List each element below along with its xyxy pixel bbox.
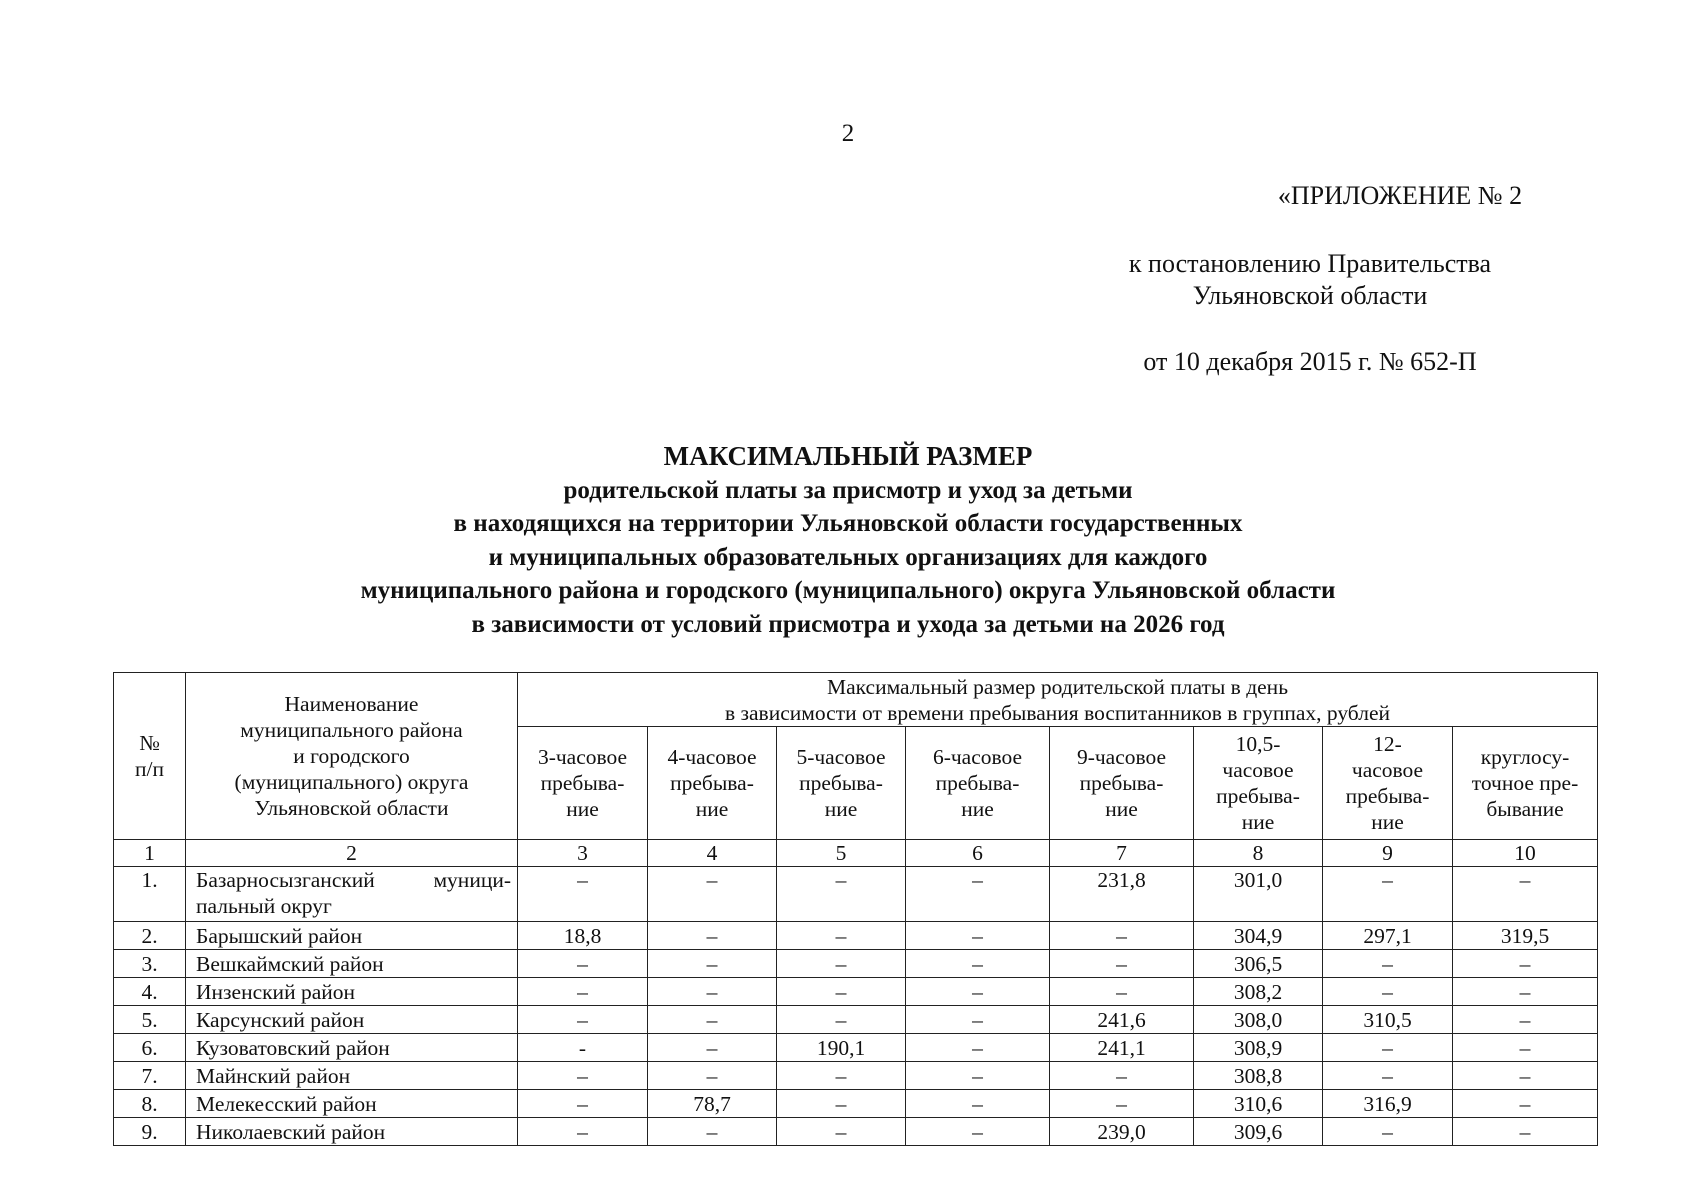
row-value: – [1050,922,1194,950]
document-title-line: и муниципальных образовательных организациях для каждого [488,543,1208,571]
header-col-line: 3-часовое [537,745,628,769]
header-col-line: часовое [1351,758,1424,782]
row-value: 306,5 [1194,950,1323,978]
row-name: Мелекесский район [186,1090,518,1118]
row-value: – [518,1118,648,1146]
row-value: – [1453,950,1598,978]
row-name [186,867,518,922]
column-number: 1 [114,840,186,867]
row-value: – [777,978,906,1006]
row-value: – [518,867,648,922]
row-number: 7. [114,1062,186,1090]
row-value: – [648,1006,777,1034]
row-value: – [518,950,648,978]
row-value: – [1323,950,1453,978]
row-name: Николаевский район [186,1118,518,1146]
table-row [114,1118,1598,1146]
row-value: – [777,922,906,950]
row-value: – [906,1034,1050,1062]
row-number: 1. [114,867,186,922]
header-col-line: 5-часовое [796,745,886,769]
row-value: – [906,978,1050,1006]
header-name-line: (муниципального) округа [234,770,469,794]
row-name: Кузоватовский район [186,1034,518,1062]
header-col-line: 4-часовое [667,745,757,769]
row-name-line: Базарносызганский муници- [196,868,511,892]
table-row [114,1006,1598,1034]
row-number: 9. [114,1118,186,1146]
row-value: 301,0 [1194,867,1323,922]
row-value: – [648,1034,777,1062]
row-value: – [1453,1006,1598,1034]
appendix-reference-line: Ульяновской области [1192,281,1428,310]
header-col-line: пребыва- [1079,771,1164,795]
row-value: 239,0 [1050,1118,1194,1146]
header-col-line: бывание [1486,797,1564,821]
column-number: 10 [1453,840,1598,867]
row-value: – [1453,1118,1598,1146]
row-value: – [1050,1090,1194,1118]
header-col-6h [906,727,1050,840]
header-num [114,673,186,840]
row-value: 319,5 [1453,922,1598,950]
column-number: 6 [906,840,1050,867]
document-title-line: в находящихся на территории Ульяновской области государственных [453,510,1243,537]
row-value: – [518,1062,648,1090]
header-col-4h [648,727,777,840]
row-value: – [1050,1062,1194,1090]
row-number: 4. [114,978,186,1006]
header-col-9h [1050,727,1194,840]
header-col-line: ние [566,797,599,821]
header-col-line: 9-часовое [1076,745,1167,769]
row-number: 3. [114,950,186,978]
row-value: – [1323,1034,1453,1062]
column-number-row [114,840,1598,867]
row-value: – [1453,1034,1598,1062]
row-value: 310,5 [1323,1006,1453,1034]
header-col-line: 6-часовое [932,745,1023,769]
row-value: 316,9 [1323,1090,1453,1118]
column-number: 4 [648,840,777,867]
table-row [114,922,1598,950]
row-value: – [518,1090,648,1118]
header-name-line: Наименование [284,692,419,716]
row-value: – [1050,950,1194,978]
column-number: 5 [777,840,906,867]
row-name: Инзенский район [186,978,518,1006]
header-col-line: ние [824,797,858,821]
row-value: 297,1 [1323,922,1453,950]
row-value: – [1323,1062,1453,1090]
table-row [114,978,1598,1006]
row-value: 310,6 [1194,1090,1323,1118]
row-value: – [906,1118,1050,1146]
row-value: 308,9 [1194,1034,1323,1062]
row-value: – [906,922,1050,950]
header-col-line: ние [1371,810,1404,834]
row-number: 6. [114,1034,186,1062]
row-value: – [777,950,906,978]
header-col-line: ние [1241,810,1275,834]
row-value: 308,2 [1194,978,1323,1006]
row-value: – [1453,1090,1598,1118]
row-value: – [648,1118,777,1146]
row-value: 308,8 [1194,1062,1323,1090]
document-title-line: муниципального района и городского (муниципального) округа Ульяновской области [360,577,1336,604]
row-value: – [906,1006,1050,1034]
row-value: – [1323,978,1453,1006]
header-col-line: пребыва- [1345,784,1430,808]
header-name [186,673,518,840]
header-name-line: Ульяновской области [254,796,449,820]
header-col-line: ние [961,797,994,821]
row-value: – [906,950,1050,978]
page-number: 2 [841,120,855,147]
row-value: - [518,1034,648,1062]
row-value: 241,6 [1050,1006,1194,1034]
row-value: – [1323,1118,1453,1146]
header-col-3h [518,727,648,840]
row-value: – [1453,867,1598,922]
header-col-line: пребыва- [540,771,625,795]
header-col-line: пребыва- [935,771,1020,795]
row-value: – [906,1062,1050,1090]
row-value: – [648,1062,777,1090]
appendix-reference [1020,248,1600,312]
document-title-main: МАКСИМАЛЬНЫЙ РАЗМЕР [663,441,1033,471]
header-num-line: п/п [135,757,164,781]
fee-table [113,672,1598,1146]
header-col-line: точное пре- [1471,771,1579,795]
row-value: – [1453,978,1598,1006]
column-number: 7 [1050,840,1194,867]
header-col-5h [777,727,906,840]
table-row [114,1034,1598,1062]
column-number: 2 [186,840,518,867]
header-col-line: круглосу- [1480,745,1570,769]
row-value: 308,0 [1194,1006,1323,1034]
table-row [114,1090,1598,1118]
appendix-reference-line: к постановлению Правительства [1128,249,1492,278]
row-value: – [906,1090,1050,1118]
row-value: 190,1 [777,1034,906,1062]
row-number: 5. [114,1006,186,1034]
row-value: 231,8 [1050,867,1194,922]
row-value: 241,1 [1050,1034,1194,1062]
row-value: – [518,1006,648,1034]
row-name-line: пальный округ [196,894,332,918]
header-col-line: 12- [1373,732,1402,756]
row-value: – [1050,978,1194,1006]
header-col-24h [1453,727,1598,840]
row-value: – [777,1062,906,1090]
column-number: 9 [1323,840,1453,867]
row-value: – [906,867,1050,922]
appendix-title: «ПРИЛОЖЕНИЕ № 2 [1277,181,1523,210]
header-col-10-5h [1194,727,1323,840]
row-value: 304,9 [1194,922,1323,950]
header-group-line: Максимальный размер родительской платы в день [826,674,1288,699]
document-title [0,440,1696,641]
table-row [114,950,1598,978]
header-col-line: ние [1105,797,1138,821]
header-num-line: № [139,731,160,755]
row-value: 309,6 [1194,1118,1323,1146]
row-name: Майнский район [186,1062,518,1090]
row-number: 2. [114,922,186,950]
row-value: – [777,1006,906,1034]
document-title-line: родительской платы за присмотр и уход за детьми [563,476,1133,504]
row-value: – [777,1090,906,1118]
row-value: 78,7 [648,1090,777,1118]
header-group-line: в зависимости от времени пребывания воспитанников в группах, рублей [725,700,1390,725]
row-name: Вешкаймский район [186,950,518,978]
header-name-line: и городского [293,744,410,768]
header-name-line: муниципального района [240,718,463,742]
table-row [114,867,1598,922]
appendix-date: от 10 декабря 2015 г. № 652-П [1143,347,1477,376]
document-title-line: в зависимости от условий присмотра и ухода за детьми на 2026 год [471,610,1225,638]
row-value: – [648,978,777,1006]
row-value: – [777,867,906,922]
header-col-line: пребыва- [1216,784,1300,808]
row-name: Карсунский район [186,1006,518,1034]
column-number: 3 [518,840,648,867]
column-number: 8 [1194,840,1323,867]
row-number: 8. [114,1090,186,1118]
row-value: 18,8 [518,922,648,950]
row-value: – [648,950,777,978]
row-value: – [648,922,777,950]
header-col-line: часовое [1222,758,1294,782]
header-col-line: пребыва- [799,771,883,795]
row-value: – [648,867,777,922]
row-value: – [1323,867,1453,922]
header-col-line: пребыва- [670,771,754,795]
header-col-12h [1323,727,1453,840]
header-col-line: 10,5- [1235,732,1281,756]
row-value: – [1453,1062,1598,1090]
row-value: – [518,978,648,1006]
table-row [114,1062,1598,1090]
header-col-line: ние [695,797,729,821]
header-group [518,673,1598,727]
row-value: – [777,1118,906,1146]
row-name: Барышский район [186,922,518,950]
